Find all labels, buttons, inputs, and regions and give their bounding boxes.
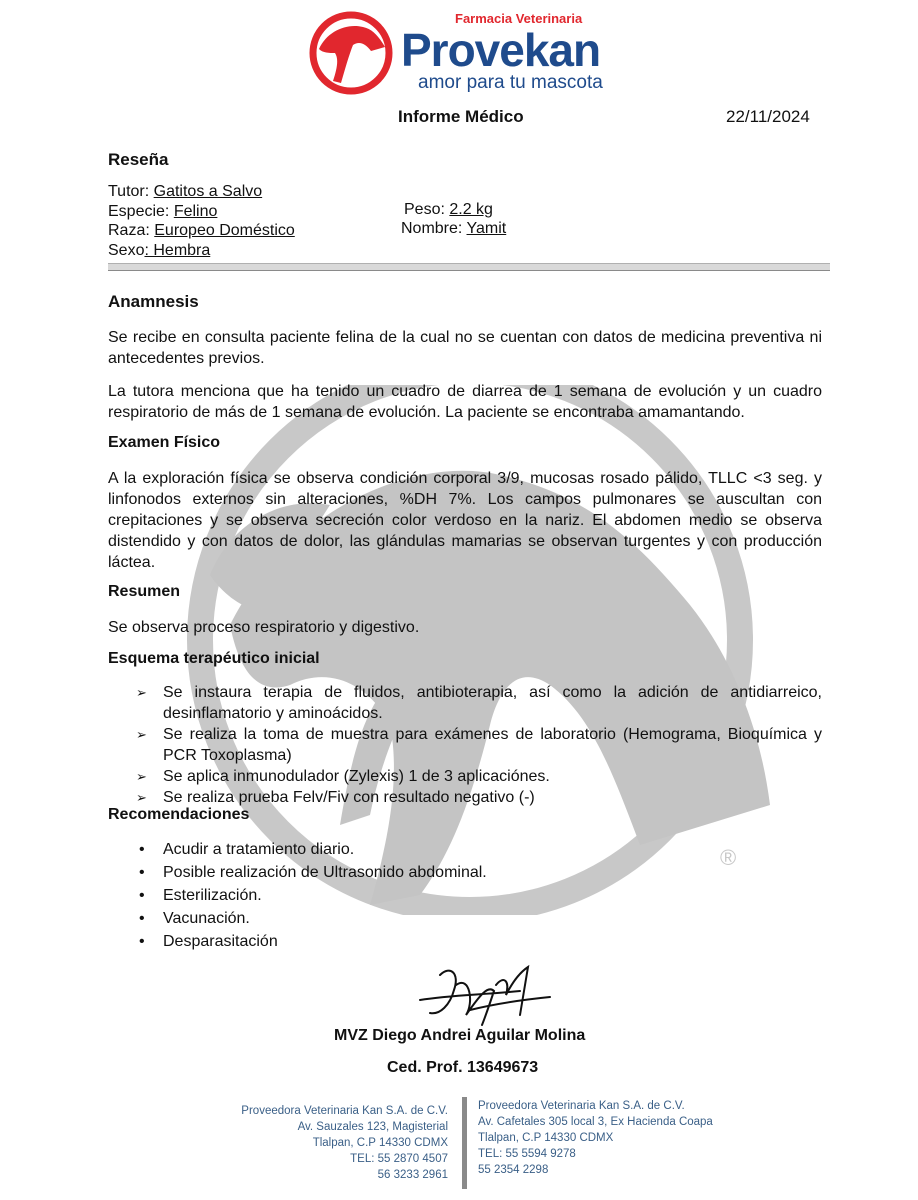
recomendacion-item: • Posible realización de Ultrasonido abdominal. (136, 861, 736, 884)
vet-cedula: Ced. Prof. 13649673 (387, 1059, 539, 1076)
footer-right-line: Tlalpan, C.P 14330 CDMX (478, 1132, 614, 1144)
esquema-item: ➢ Se realiza la toma de muestra para exámenes de laboratorio (Hemograma, Bioquímica y PCR Toxoplasma) (136, 724, 822, 766)
esquema-item: ➢ Se instaura terapia de fluidos, antibioterapia, así como la adición de antidiarreico, desinflamatorio y aminoácidos. (136, 682, 822, 724)
examen-title: Examen Físico (108, 434, 221, 451)
recomendaciones-title: Recomendaciones (108, 806, 250, 823)
recomendaciones-list (136, 838, 736, 953)
report-date: 22/11/2024 (726, 107, 810, 126)
peso-label: Peso: (404, 201, 450, 218)
footer-right-line: Proveedora Veterinaria Kan S.A. de C.V. (478, 1100, 685, 1112)
footer-divider (462, 1097, 467, 1189)
footer-right-line: Av. Cafetales 305 local 3, Ex Hacienda Coapa (478, 1116, 713, 1128)
footer-left-line: TEL: 55 2870 4507 (350, 1153, 448, 1165)
resena-block (108, 182, 295, 260)
anamnesis-title: Anamnesis (108, 292, 199, 311)
anamnesis-paragraph-2: La tutora menciona que ha tenido un cuadro de diarrea de 1 semana de evolución y un cuadro respiratorio de más de 1 semana de evolución. La paciente se encontraba amamantando. (108, 383, 822, 421)
nombre-value: Yamit (466, 220, 507, 237)
recomendacion-item: • Vacunación. (136, 907, 736, 930)
sexo-row (108, 241, 295, 261)
footer-left-line: Tlalpan, C.P 14330 CDMX (312, 1137, 448, 1149)
brand-tagline: amor para tu mascota (418, 72, 603, 93)
peso-row (404, 201, 493, 219)
raza-value: Europeo Doméstico (154, 222, 295, 239)
section-divider (108, 263, 830, 271)
sexo-value: : Hembra (144, 241, 211, 259)
tutor-label: Tutor: (108, 183, 154, 200)
footer-left-line: Proveedora Veterinaria Kan S.A. de C.V. (241, 1105, 448, 1117)
logo-pet-icon (305, 9, 397, 97)
resena-title: Reseña (108, 150, 169, 169)
footer-left-line: Av. Sauzales 123, Magisterial (297, 1121, 448, 1133)
peso-value: 2.2 kg (449, 201, 493, 218)
anamnesis-paragraph-1: Se recibe en consulta paciente felina de la cual no se cuentan con datos de medicina preventiva ni antecedentes previos. (108, 329, 822, 367)
pharmacy-label: Farmacia Veterinaria (455, 11, 583, 26)
footer-left-address (200, 1103, 448, 1183)
sexo-label: Sexo (108, 241, 145, 259)
footer-right-line: TEL: 55 5594 9278 (478, 1148, 576, 1160)
especie-value: Felino (173, 202, 218, 220)
esquema-list (136, 682, 822, 808)
registered-mark: ® (720, 845, 737, 870)
resumen-title: Resumen (108, 583, 181, 600)
esquema-item: ➢ Se aplica inmunodulador (Zylexis) 1 de 3 aplicaciónes. (136, 766, 822, 787)
tutor-row (108, 182, 295, 202)
raza-row (108, 221, 295, 241)
provekan-logo (305, 5, 630, 100)
footer-right-address (478, 1098, 778, 1178)
especie-label: Especie: (108, 202, 174, 220)
recomendacion-item: • Esterilización. (136, 884, 736, 907)
report-title: Informe Médico (398, 107, 524, 126)
brand-name: Provekan (401, 24, 601, 76)
footer-right-line: 55 2354 2298 (478, 1164, 549, 1176)
vet-name: MVZ Diego Andrei Aguilar Molina (334, 1027, 586, 1044)
esquema-item: ➢ Se realiza prueba Felv/Fiv con resultado negativo (-) (136, 787, 822, 808)
recomendacion-item: • Acudir a tratamiento diario. (136, 838, 736, 861)
especie-row (108, 202, 295, 222)
footer-left-line: 56 3233 2961 (377, 1169, 448, 1181)
raza-label: Raza: (108, 222, 155, 239)
resumen-text: Se observa proceso respiratorio y digestivo. (108, 619, 420, 636)
recomendacion-item: • Desparasitación (136, 930, 736, 953)
tutor-value: Gatitos a Salvo (153, 183, 263, 200)
nombre-row (401, 220, 506, 238)
esquema-title: Esquema terapéutico inicial (108, 650, 320, 667)
nombre-label: Nombre: (401, 220, 467, 237)
examen-text: A la exploración física se observa condición corporal 3/9, mucosas rosado pálido, TLLC <3 seg. y linfonodos externos sin alteraciones, %DH 7%. Los campos pulmonares se auscultan con crepitaciones y se observa secreción color verdoso en la nariz. El abdomen medio se observa distendido y con datos de dolor, las glándulas mamarias se observan turgentes y con producción láctea. (108, 470, 822, 571)
